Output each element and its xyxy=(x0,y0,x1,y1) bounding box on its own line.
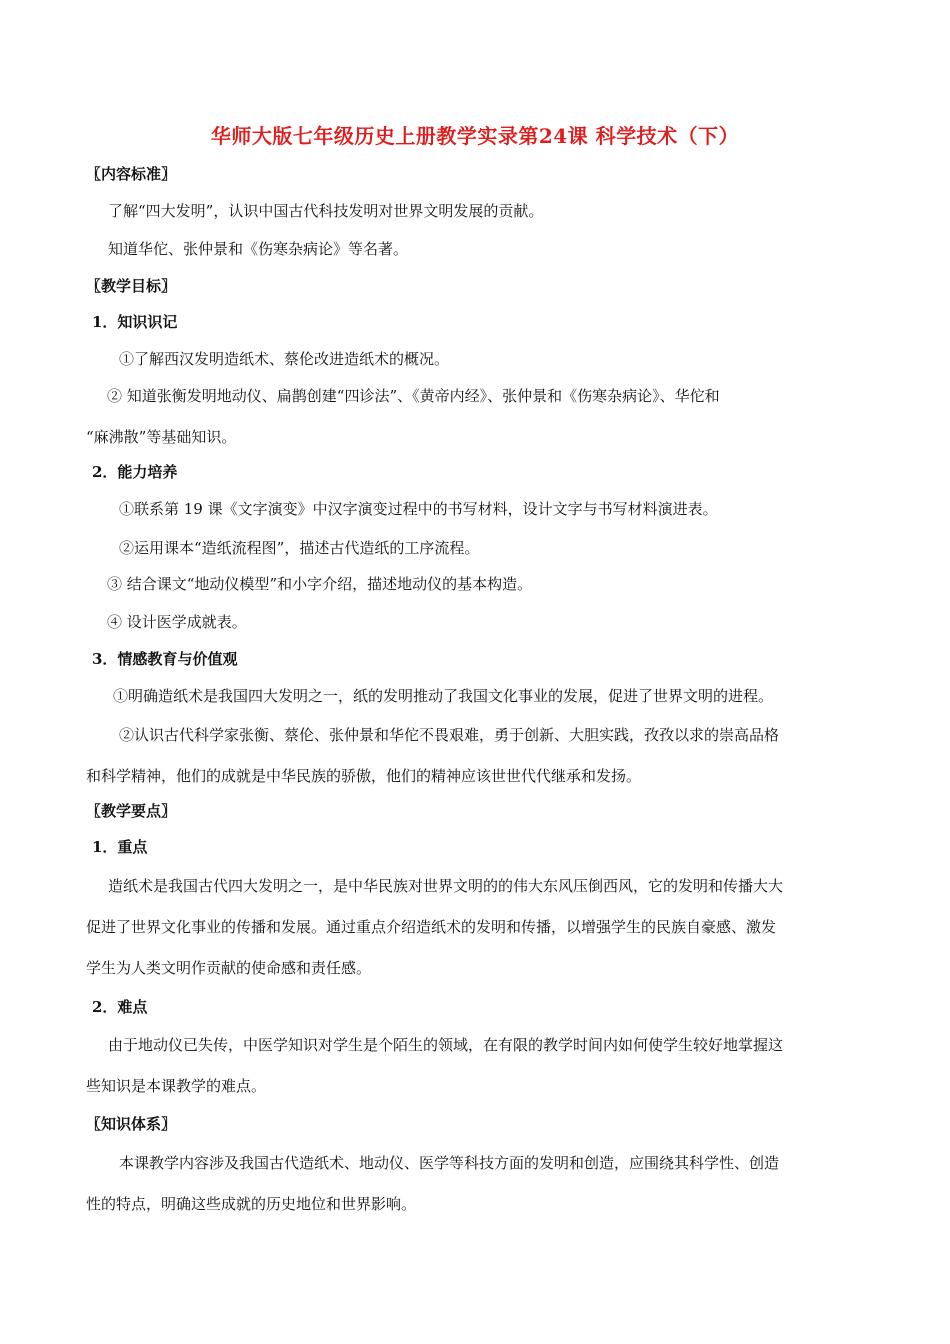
paragraph-line: 由于地动仪已失传，中医学知识对学生是个陌生的领域，在有限的教学时间内如何使学生较好地掌握这 xyxy=(108,1036,784,1054)
paragraph-line: ①明确造纸术是我国四大发明之一，纸的发明推动了我国文化事业的发展，促进了世界文明的进程。 xyxy=(113,687,774,705)
paragraph-line: 促进了世界文化事业的传播和发展。通过重点介绍造纸术的发明和传播，以增强学生的民族自豪感、激发 xyxy=(86,918,777,936)
paragraph-line: ①联系第 19 课《文字演变》中汉字演变过程中的书写材料，设计文字与书写材料演进表。 xyxy=(119,500,718,518)
paragraph-line: ②认识古代科学家张衡、蔡伦、张仲景和华佗不畏艰难，勇于创新、大胆实践，孜孜以求的崇高品格 xyxy=(119,726,780,744)
section-heading-knowledge-system: 〖知识体系〗 xyxy=(86,1115,177,1133)
document-title: 华师大版七年级历史上册教学实录第24课 科学技术（下） xyxy=(210,124,740,148)
paragraph-line: ③ 结合课文“地动仪模型”和小字介绍，描述地动仪的基本构造。 xyxy=(107,575,533,593)
paragraph-line: 性的特点，明确这些成就的历史地位和世界影响。 xyxy=(86,1195,417,1213)
section-heading-key-points: 〖教学要点〗 xyxy=(86,802,177,820)
paragraph-line: ②运用课本“造纸流程图”，描述古代造纸的工序流程。 xyxy=(119,539,480,557)
subheading-focus: 1．重点 xyxy=(92,838,148,856)
subheading-emotion: 3．情感教育与价值观 xyxy=(92,650,238,668)
paragraph-line: 学生为人类文明作贡献的使命感和责任感。 xyxy=(86,959,372,977)
section-heading-content-standard: 〖内容标准〗 xyxy=(86,165,177,183)
paragraph-line: “麻沸散”等基础知识。 xyxy=(86,428,237,446)
section-heading-teaching-goals: 〖教学目标〗 xyxy=(86,277,177,295)
paragraph-line: 了解“四大发明”，认识中国古代科技发明对世界文明发展的贡献。 xyxy=(108,202,544,220)
paragraph-line: ④ 设计医学成就表。 xyxy=(107,613,247,631)
paragraph-line: 造纸术是我国古代四大发明之一，是中华民族对世界文明的的伟大东风压倒西风，它的发明和传播大大 xyxy=(108,877,784,895)
subheading-difficulty: 2．难点 xyxy=(92,998,148,1016)
paragraph-line: ② 知道张衡发明地动仪、扁鹊创建“四诊法”、《黄帝内经》、张仲景和《伤寒杂病论》、华佗和 xyxy=(107,387,720,405)
paragraph-line: 些知识是本课教学的难点。 xyxy=(86,1077,267,1095)
paragraph-line: 知道华佗、张仲景和《伤寒杂病论》等名著。 xyxy=(108,240,409,258)
paragraph-line: 本课教学内容涉及我国古代造纸术、地动仪、医学等科技方面的发明和创造，应围绕其科学性、创造 xyxy=(119,1154,780,1172)
subheading-knowledge: 1．知识识记 xyxy=(92,313,178,331)
paragraph-line: ①了解西汉发明造纸术、蔡伦改进造纸术的概况。 xyxy=(119,350,450,368)
paragraph-line: 和科学精神，他们的成就是中华民族的骄傲，他们的精神应该世世代代继承和发扬。 xyxy=(86,767,642,785)
subheading-ability: 2．能力培养 xyxy=(92,463,178,481)
